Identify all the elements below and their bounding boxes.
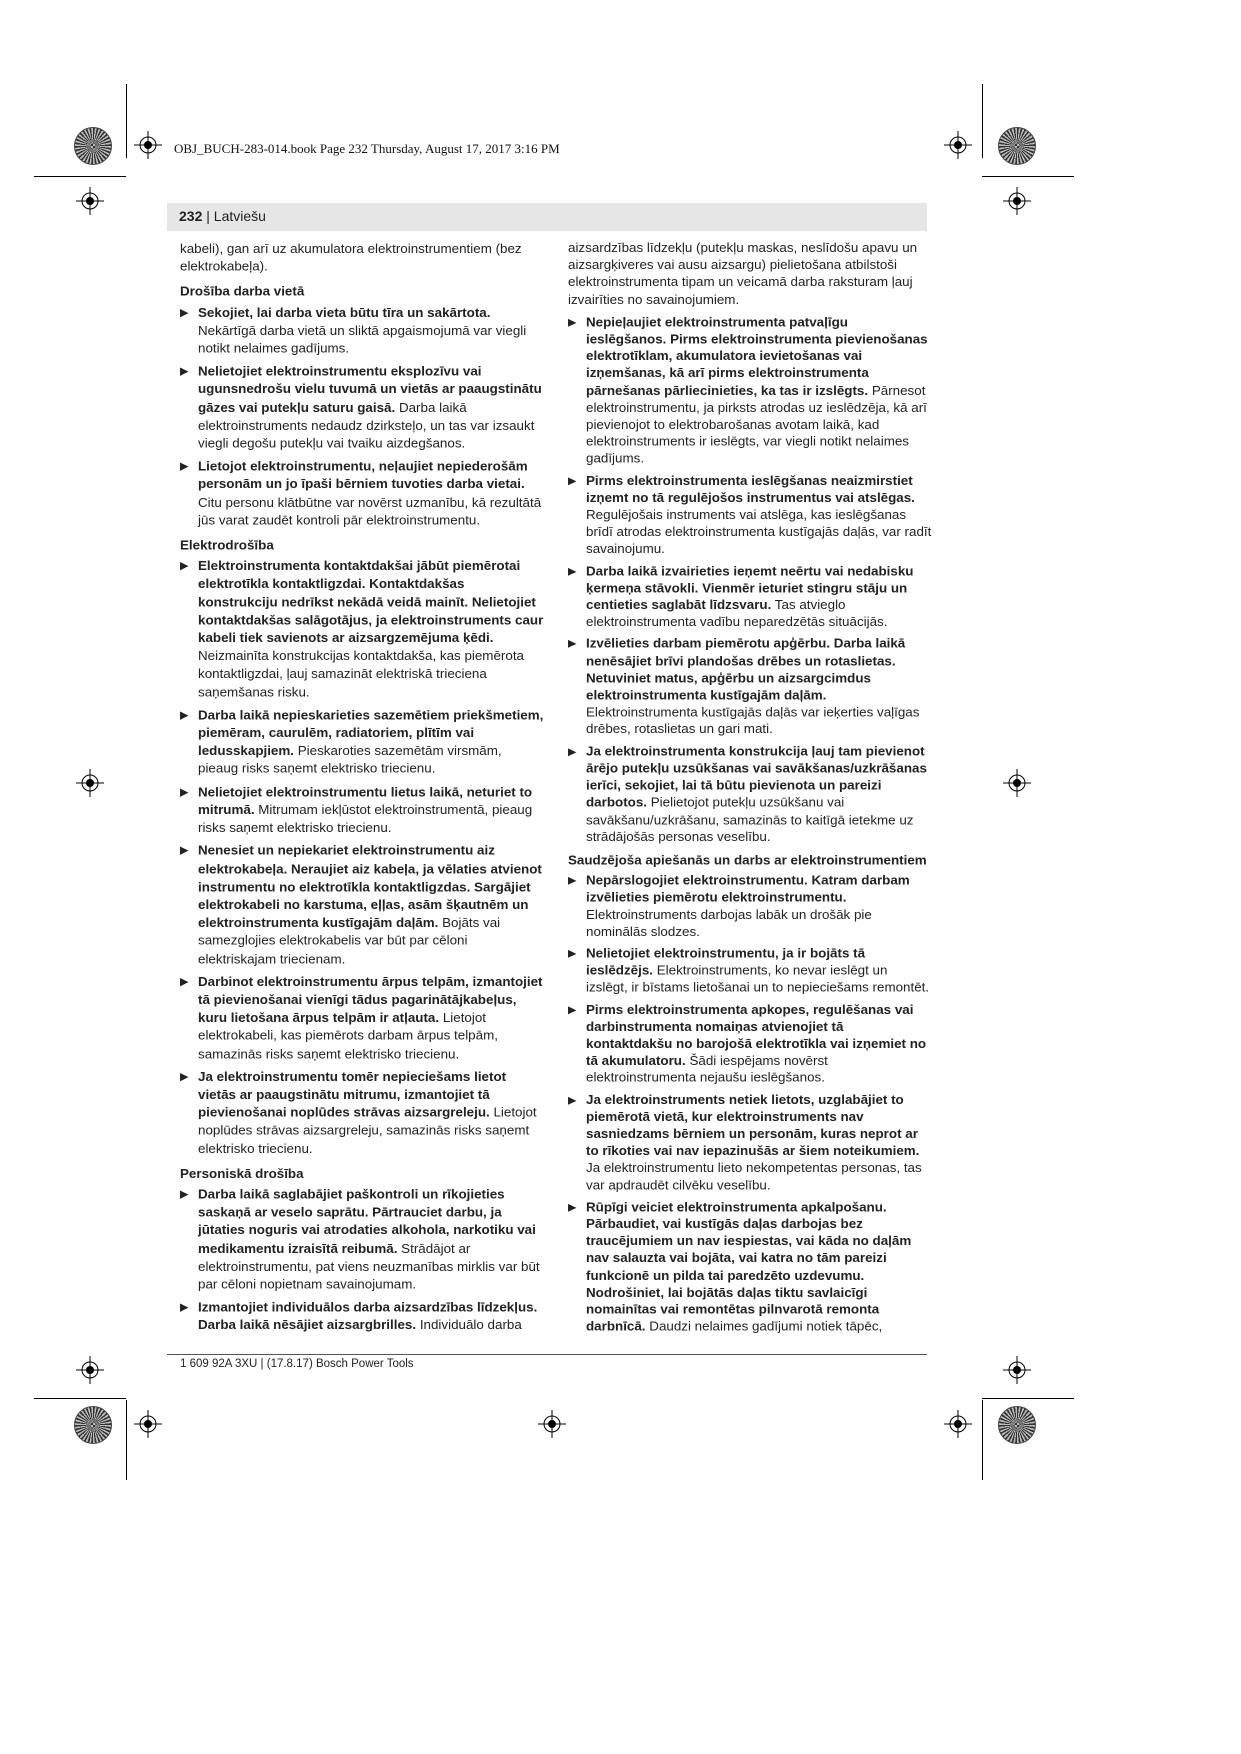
safety-item: [180, 458, 544, 530]
page-language: Latviešu: [213, 208, 266, 224]
continued-paragraph: kabeli), gan arī uz akumulatora elektroinstrumentiem (bez elektrokabeļa).: [180, 240, 522, 274]
item-bold-text: Nelietojiet elektroinstrumentu, ja ir bojāts tā ieslēdzējs.: [586, 946, 866, 978]
safety-item: [180, 1068, 544, 1158]
item-text: Lietojot noplūdes strāvas aizsargreleju, samazinās risks saņemt elektrisko triecienu.: [198, 1104, 537, 1156]
item-text: Elektroinstrumenta kustīgajās daļās var ieķerties vaļīgas drēbes, rotaslietas un gari mati.: [586, 705, 920, 737]
item-text: Tas atvieglo elektroinstrumenta vadību neparedzētās situācijās.: [586, 597, 888, 630]
bullet-triangle-icon: ▶: [180, 1070, 189, 1083]
left-column: [180, 240, 544, 1340]
safety-item: [568, 743, 932, 846]
bullet-triangle-icon: ▶: [568, 948, 577, 960]
registration-mark-icon: [1003, 769, 1031, 797]
color-wheel-icon: [74, 1406, 112, 1444]
safety-item: [568, 1092, 932, 1195]
item-text: Ja elektroinstrumentu lieto nekompetentas personas, tas var apdraudēt cilvēku veselību.: [586, 1160, 922, 1193]
footer-rule: [167, 1354, 927, 1355]
bullet-triangle-icon: ▶: [568, 1004, 577, 1016]
registration-mark-icon: [944, 1410, 972, 1438]
print-header: OBJ_BUCH-283-014.book Page 232 Thursday, August 17, 2017 3:16 PM: [174, 141, 560, 156]
section-heading: Personiskā drošība: [180, 1165, 304, 1181]
bullet-triangle-icon: ▶: [180, 1301, 189, 1314]
bullet-triangle-icon: ▶: [568, 1094, 577, 1106]
bullet-triangle-icon: ▶: [180, 1188, 189, 1201]
safety-item: [180, 842, 544, 968]
item-text: Mitrumam iekļūstot elektroinstrumentā, pieaug risks saņemt elektrisko triecienu.: [198, 802, 533, 836]
item-bold-text: Nelietojiet elektroinstrumentu lietus laikā, neturiet to mitrumā.: [198, 784, 533, 818]
registration-mark-icon: [76, 1356, 104, 1384]
bullet-triangle-icon: ▶: [568, 638, 577, 651]
item-text: Lietojot elektrokabeli, kas piemērots darbam ārpus telpām, samazinās risks saņemt elektrisko triecienu.: [198, 1010, 498, 1061]
bullet-triangle-icon: ▶: [180, 560, 189, 573]
item-text: Pielietojot putekļu uzsūkšanu vai savākšanu/uzkrāšanu, samazinās to kaitīgā ietekme uz strādājošās personas veselību.: [586, 795, 914, 844]
item-bold-text: Rūpīgi veiciet elektroinstrumenta apkalpošanu. Pārbaudiet, vai kustīgās daļas darbojas bez traucējumiem un nav iespiestas, vai kāda no daļām nav salauzta vai bojāta, vai katra no tām pareizi funkcionē un pilda tai paredzēto uzdevumu. Nodrošiniet, lai bojātās daļas tiktu savlaicīgi nomainītas vai remontētas pilnvarotā remonta darbnīcā.: [586, 1199, 912, 1334]
item-bold-text: Nepārslogojiet elektroinstrumentu. Katram darbam izvēlieties piemērotu elektroinstrumentu.: [586, 873, 910, 905]
color-wheel-icon: [998, 127, 1036, 165]
item-bold-text: Nepieļaujiet elektroinstrumenta patvaļīgu ieslēgšanos. Pirms elektroinstrumenta pievienošanas elektrotīklam, akumulatora ievietošanas vai izņemšanas, kā arī pirms elektroinstrumenta pārnešanas pārliecinieties, ka tas ir izslēgts.: [586, 314, 928, 398]
item-bold-text: Darba laikā saglabājiet paškontroli un rīkojieties saskaņā ar veselo saprātu. Pārtrauciet darbu, ja jūtaties noguris vai atrodaties alkohola, narkotiku vai medikamentu izraisītā reibumā.: [198, 1186, 536, 1256]
safety-item: [568, 473, 932, 558]
safety-item: [568, 1001, 932, 1086]
item-text: Elektroinstruments, ko nevar ieslēgt un izslēgt, ir bīstams lietošanai un to nepieciešams remontēt.: [586, 963, 930, 995]
page-number: 232: [179, 208, 203, 224]
registration-mark-icon: [76, 769, 104, 797]
bullet-triangle-icon: ▶: [180, 845, 189, 858]
item-bold-text: Nenesiet un nepiekariet elektroinstrumentu aiz elektrokabeļa. Neraujiet aiz kabeļa, ja vēlaties atvienot instrumentu no elektrotīkla kontaktligzdas. Sargājiet elektrokabeli no karstuma, eļļas, asām šķautnēm un elektroinstrumenta kustīgajām daļām.: [198, 843, 542, 930]
bullet-triangle-icon: ▶: [568, 1201, 577, 1213]
item-text: Bojāts vai samezglojies elektrokabelis var būt par cēloni elektriskajam triecienam.: [198, 915, 501, 966]
item-text: Pārnesot elektroinstrumentu, ja pirksts atrodas uz ieslēdzēja, kā arī pievienojot to elektrobarošanas avotam laikā, kad elektroinstruments ir ieslēgts, var viegli notikt nelaimes gadījums.: [586, 383, 927, 466]
item-bold-text: Ja elektroinstrumentu tomēr nepieciešams lietot vietās ar paaugstinātu mitrumu, izmantojiet tā pievienošanai noplūdes strāvas aizsargreleju.: [198, 1068, 507, 1120]
right-column: [568, 240, 932, 1340]
bullet-triangle-icon: ▶: [568, 875, 577, 887]
section-heading: Saudzējoša apiešanās un darbs ar elektroinstrumentiem: [568, 853, 927, 868]
safety-item: [180, 1186, 544, 1294]
item-bold-text: Pirms elektroinstrumenta ieslēgšanas neaizmirstiet izņemt no tā regulējošos instrumentus vai atslēgas.: [586, 473, 915, 505]
page-footer: 1 609 92A 3XU | (17.8.17) Bosch Power Tools: [180, 1358, 414, 1370]
safety-item: [180, 973, 544, 1063]
bullet-triangle-icon: ▶: [568, 746, 577, 758]
registration-mark-icon: [538, 1410, 566, 1438]
continued-paragraph: aizsardzības līdzekļu (putekļu maskas, neslīdošu apavu un aizsargķiveres vai ausu aizsargu) pielietošana atbilstoši elektroinstrumenta tipam un veicamā darba raksturam ļauj izvairīties no savainojumiem.: [568, 240, 918, 307]
page-band: [167, 203, 927, 231]
registration-mark-icon: [944, 131, 972, 159]
safety-item: [568, 563, 932, 631]
item-text: Neizmainīta konstrukcijas kontaktdakša, kas piemērota kontaktligzdai, ļauj samazināt elektriskā trieciena saņemšanas risku.: [198, 648, 524, 700]
safety-item: [180, 706, 544, 778]
item-text: Strādājot ar elektroinstrumentu, pat viens neuzmanības mirklis var būt par cēloni nopietnam savainojumam.: [198, 1240, 540, 1292]
safety-item: [180, 783, 544, 837]
safety-item: [568, 872, 932, 940]
bullet-triangle-icon: ▶: [568, 475, 577, 487]
item-text: Pieskaroties sazemētām virsmām, pieaug risks saņemt elektrisko triecienu.: [198, 743, 502, 777]
safety-item: [568, 314, 932, 468]
bullet-triangle-icon: ▶: [180, 709, 189, 722]
bullet-triangle-icon: ▶: [180, 460, 189, 473]
item-text: Regulējošais instruments vai atslēga, kas ieslēgšanas brīdī atrodas elektroinstrumenta kustīgajās daļās, var radīt savainojumu.: [586, 507, 932, 557]
section-heading: Elektrodrošība: [180, 537, 274, 553]
registration-mark-icon: [134, 1410, 162, 1438]
item-bold-text: Izmantojiet individuālos darba aizsardzības līdzekļus. Darba laikā nēsājiet aizsargbrilles.: [198, 1299, 538, 1333]
item-bold-text: Darbinot elektroinstrumentu ārpus telpām, izmantojiet tā pievienošanai vienīgi tādus pagarinātājkabeļus, kuru lietošana ārpus telpām ir atļauta.: [198, 974, 543, 1025]
item-text: Elektroinstruments darbojas labāk un drošāk pie nominālās slodzes.: [586, 907, 872, 939]
item-bold-text: Nelietojiet elektroinstrumentu eksplozīvu vai ugunsnedrošu vielu tuvumā un vietās ar paaugstinātu gāzes vai putekļu saturu gaisā.: [198, 363, 542, 415]
item-text: Darba laikā elektroinstruments nedaudz dzirksteļo, un tas var izsaukt viegli degošu putekļu vai tvaiku aizdegšanos.: [198, 399, 535, 451]
item-bold-text: Lietojot elektroinstrumentu, neļaujiet nepiederošām personām un jo īpaši bērniem tuvoties darba vietai.: [198, 458, 528, 492]
item-bold-text: Darba laikā izvairieties ieņemt neērtu vai nedabisku ķermeņa stāvokli. Vienmēr ieturiet stingru stāju un centieties saglabāt līdzsvaru.: [586, 563, 914, 613]
item-bold-text: Sekojiet, lai darba vieta būtu tīra un sakārtota.: [198, 304, 491, 320]
registration-mark-icon: [1003, 187, 1031, 215]
item-text: Citu personu klātbūtne var novērst uzmanību, kā rezultātā jūs varat zaudēt kontroli pār elektroinstrumentu.: [198, 494, 542, 528]
page-number-label: 232 | Latviešu: [179, 208, 266, 224]
bullet-triangle-icon: ▶: [568, 316, 577, 329]
bullet-triangle-icon: ▶: [180, 976, 189, 988]
safety-item: [568, 945, 932, 996]
item-bold-text: Ja elektroinstrumenta konstrukcija ļauj tam pievienot ārējo putekļu uzsūkšanas vai savākšanas/uzkrāšanas ierīci, sekojiet, lai tā būtu pievienota un pareizi darbotos.: [586, 744, 927, 810]
color-wheel-icon: [74, 127, 112, 165]
item-bold-text: Pirms elektroinstrumenta apkopes, regulēšanas vai darbinstrumenta nomaiņas atvienojiet tā kontaktdakšu no barojošā elektrotīkla vai izņemiet no tā akumulatoru.: [586, 1002, 927, 1068]
safety-item: [180, 363, 544, 453]
bullet-triangle-icon: ▶: [180, 306, 189, 319]
safety-item: [568, 1199, 932, 1336]
bullet-triangle-icon: ▶: [180, 365, 189, 378]
safety-item: [568, 636, 932, 739]
item-bold-text: Elektroinstrumenta kontaktdakšai jābūt piemērotai elektrotīkla kontaktligzdai. Kontaktdakšas konstrukciju nedrīkst nekādā veidā mainīt. Nelietojiet kontaktdakšas salāgotājus, ja elektroinstruments caur kabeli tiek savienots ar aizsargzemējuma ķēdi.: [198, 558, 544, 646]
safety-item: [180, 557, 544, 701]
safety-item: [180, 1299, 544, 1335]
item-text: Nekārtīgā darba vietā un sliktā apgaismojumā var viegli notikt nelaimes gadījums.: [198, 322, 527, 356]
section-heading: Drošība darba vietā: [180, 283, 305, 299]
item-text: Šādi iespējams novērst elektroinstrumenta nejaušu ieslēgšanos.: [586, 1053, 828, 1085]
color-wheel-icon: [998, 1406, 1036, 1444]
bullet-triangle-icon: ▶: [180, 786, 189, 799]
item-text: Individuālo darba: [416, 1317, 522, 1333]
bullet-triangle-icon: ▶: [568, 565, 577, 577]
item-bold-text: Izvēlieties darbam piemērotu apģērbu. Darba laikā nenēsājiet brīvi plandošas drēbes un rotaslietas. Netuviniet matus, apģērbu un aizsargcimdus elektroinstrumenta kustīgajām daļām.: [586, 636, 906, 703]
safety-item: [180, 304, 544, 358]
registration-mark-icon: [76, 187, 104, 215]
registration-mark-icon: [1003, 1356, 1031, 1384]
registration-mark-icon: [134, 131, 162, 159]
item-bold-text: Ja elektroinstruments netiek lietots, uzglabājiet to piemērotā vietā, kur elektroinstruments nav sasniedzams bērniem un personām, kuras neprot ar to rīkoties vai nav iepazinušās ar šiem noteikumiem.: [586, 1092, 920, 1158]
item-bold-text: Darba laikā nepieskarieties sazemētiem priekšmetiem, piemēram, caurulēm, radiatoriem, plītīm vai ledusskapjiem.: [198, 707, 544, 759]
item-text: Daudzi nelaimes gadījumi notiek tāpēc,: [645, 1319, 883, 1334]
